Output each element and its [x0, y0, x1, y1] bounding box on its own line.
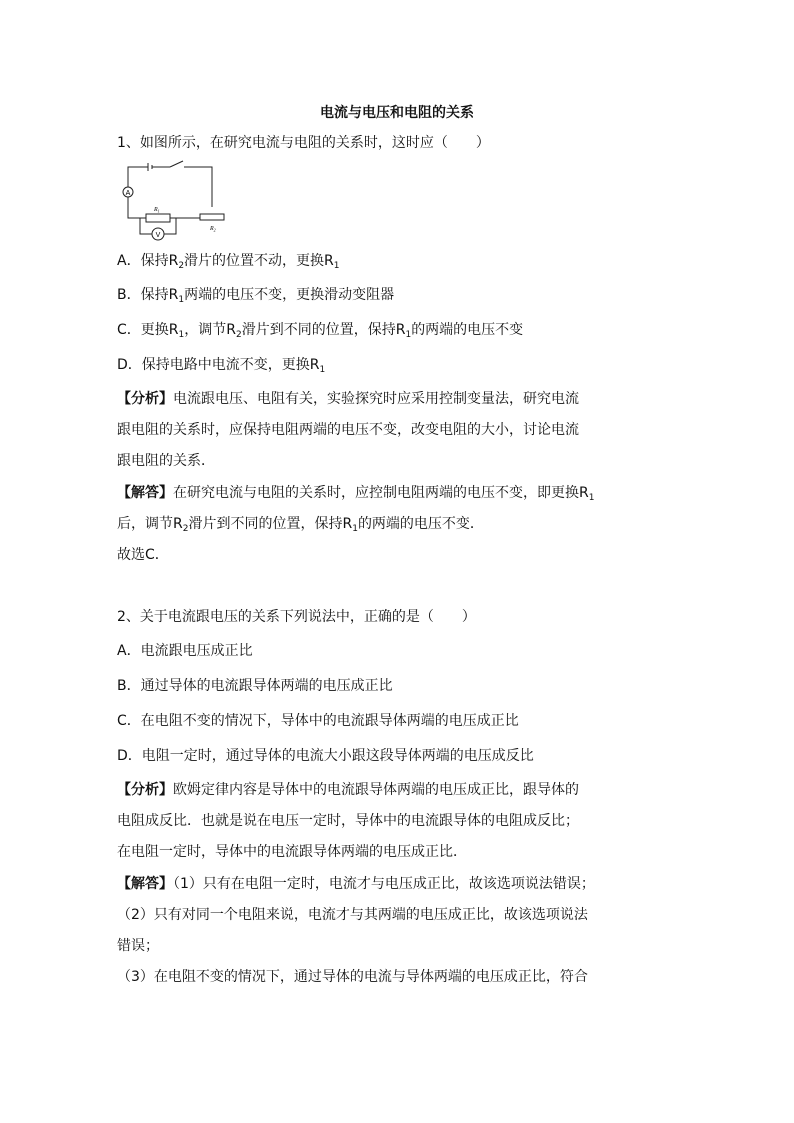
- q2-option-c: C．在电阻不变的情况下，导体中的电流跟导体两端的电压成正比: [117, 713, 519, 729]
- voltmeter-icon: [152, 228, 164, 240]
- r2-label: $R_2$: [210, 226, 216, 233]
- r1-label: $R_1$: [154, 207, 160, 214]
- svg-text:V: V: [155, 232, 161, 239]
- q1-option-d: D．保持电路中电流不变，更换$R_1$: [117, 357, 326, 375]
- q2-answer-line-1: 【解答】（1）只有在电阻一定时，电流才与电压成正比，故该选项说法错误；: [117, 876, 595, 892]
- q2-analysis-line-3: 在电阻一定时，导体中的电流跟导体两端的电压成正比．: [117, 844, 467, 860]
- q2-analysis-line-1: 【分析】欧姆定律内容是导体中的电流跟导体两端的电压成正比，跟导体的: [117, 782, 579, 798]
- page-title: 电流与电压和电阻的关系: [320, 105, 474, 121]
- q1-stem: 1、如图所示，在研究电流与电阻的关系时，这时应（ ）: [117, 135, 490, 151]
- q2-answer-line-4: （3）在电阻不变的情况下，通过导体的电流与导体两端的电压成正比，符合: [117, 969, 588, 985]
- q1-analysis-line-3: 跟电阻的关系．: [117, 453, 215, 469]
- q2-stem: 2、关于电流跟电压的关系下列说法中，正确的是（ ）: [117, 609, 476, 625]
- q2-option-a: A．电流跟电压成正比: [117, 643, 253, 659]
- q2-analysis-tag: 【分析】: [117, 782, 173, 798]
- q2-answer-line-2: （2）只有对同一个电阻来说，电流才与其两端的电压成正比，故该选项说法: [117, 907, 588, 923]
- ammeter-icon: [123, 187, 133, 197]
- circuit-diagram: [118, 160, 234, 242]
- q1-answer-tag: 【解答】: [117, 485, 173, 501]
- q1-analysis-line-2: 跟电阻的关系时，应保持电阻两端的电压不变，改变电阻的大小，讨论电流: [117, 422, 579, 438]
- q2-analysis-line-2: 电阻成反比．也就是说在电压一定时，导体中的电流跟导体的电阻成反比；: [117, 813, 579, 829]
- q1-option-a: A．保持$R_2$滑片的位置不动，更换$R_1$: [117, 253, 340, 271]
- q1-analysis-line-1: 【分析】电流跟电压、电阻有关，实验探究时应采用控制变量法，研究电流: [117, 391, 579, 407]
- q2-answer-tag: 【解答】: [117, 876, 173, 892]
- q1-answer-line-2: 后，调节$R_2$滑片到不同的位置，保持$R_1$的两端的电压不变．: [117, 516, 484, 534]
- q1-analysis-tag: 【分析】: [117, 391, 173, 407]
- q2-option-b: B．通过导体的电流跟导体两端的电压成正比: [117, 678, 393, 694]
- q1-answer-line-1: 【解答】在研究电流与电阻的关系时，应控制电阻两端的电压不变，即更换$R_1$: [117, 485, 595, 503]
- q2-option-d: D．电阻一定时，通过导体的电流大小跟这段导体两端的电压成反比: [117, 748, 534, 764]
- q1-option-c: C．更换$R_1$，调节$R_2$滑片到不同的位置，保持$R_1$的两端的电压不变: [117, 322, 524, 340]
- q1-answer-line-3: 故选C．: [117, 547, 169, 563]
- svg-text:A: A: [125, 190, 131, 197]
- q1-option-b: B．保持$R_1$两端的电压不变，更换滑动变阻器: [117, 287, 395, 305]
- q2-answer-line-3: 错误；: [117, 938, 159, 954]
